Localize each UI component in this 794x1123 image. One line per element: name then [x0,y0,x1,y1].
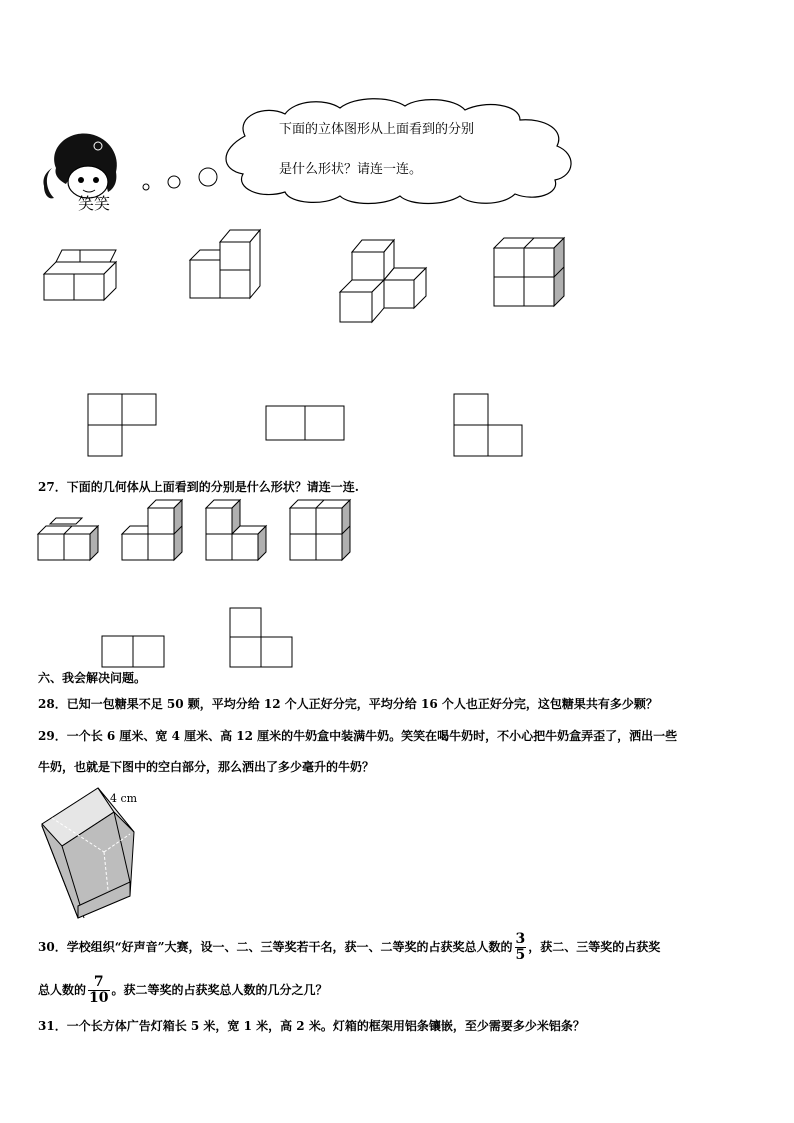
q30-part3: 总人数的 [38,983,87,997]
q27-solid-4-icon [288,498,354,564]
top-view-a-icon [86,392,158,458]
q27-top-view-b-icon [228,606,296,670]
q30-part2: ，获二、三等奖的占获奖 [528,940,661,954]
solid-1-icon [38,244,128,304]
q27-solid-1-icon [36,518,102,564]
q30-fraction-3-5: $\frac{3}{5}$ [515,931,526,963]
girl-illustration [38,128,128,218]
q27-top-view-a-icon [100,634,168,670]
girl-name-label: 笑笑 [78,194,111,213]
q28-text: 28．已知一包糖果不足 50 颗，平均分给 12 个人正好分完，平均分给 16 个人也正好分完，这包糖果共有多少颗？ [38,697,658,711]
q31-text: 31．一个长方体广告灯箱长 5 米，宽 1 米，高 2 米。灯箱的框架用铝条镶嵌，至少需要多少米铝条？ [38,1019,585,1033]
q27-solid-3-icon [204,500,274,566]
q30-line1 [38,931,660,963]
q27-text: 27．下面的几何体从上面看到的分别是什么形状？请连一连. [38,480,359,494]
speech-line1: 下面的立体图形从上面看到的分别 [279,122,475,137]
solid-4-icon [490,236,570,310]
speech-cloud [215,96,585,206]
q30-fraction-7-10: $\frac{7}{10}$ [89,974,109,1006]
q27-solid-2-icon [120,500,186,566]
speech-line2: 是什么形状？请连一连。 [279,162,423,177]
q30-part4: 。获二等奖的占获奖总人数的几分之几？ [111,983,328,997]
top-view-c-icon [452,392,526,458]
q29-line2: 牛奶，也就是下图中的空白部分，那么洒出了多少毫升的牛奶？ [38,760,375,774]
top-view-b-icon [264,404,348,444]
q29-line1: 29．一个长 6 厘米、宽 4 厘米、高 12 厘米的牛奶盒中装满牛奶。笑笑在喝牛奶时，不小心把牛奶盒弄歪了，洒出一些 [38,729,678,743]
q30-part1: 30．学校组织“好声音”大赛，设一、二、三等奖若干名，获一、二等奖的占获奖总人数的 [38,940,513,954]
solid-2-icon [186,226,266,302]
milk-carton-dimension-label: 4 cm [110,792,138,805]
q30-line2 [38,974,328,1006]
section6-title: 六、我会解决问题。 [38,671,147,685]
solid-3-icon [338,238,430,326]
